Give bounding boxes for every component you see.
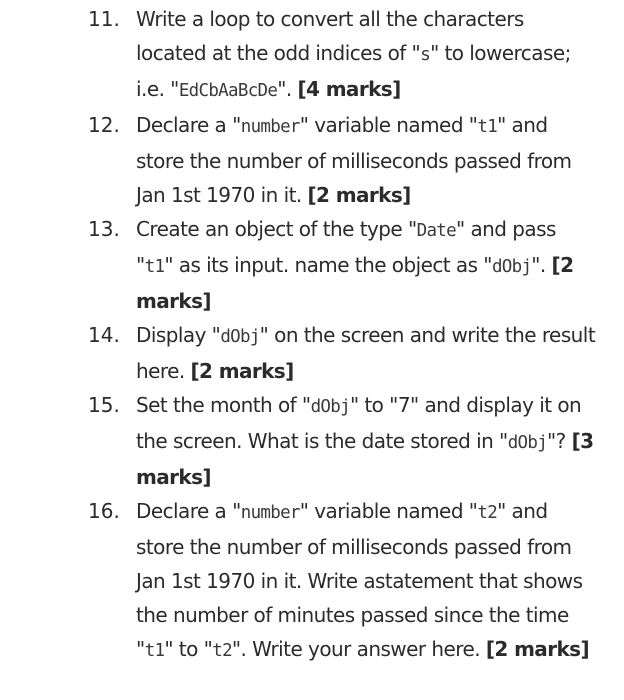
marks-label: [3 marks] bbox=[136, 429, 594, 489]
question-number: 16. bbox=[88, 499, 120, 523]
question-item bbox=[0, 108, 624, 212]
code-literal: t1 bbox=[477, 117, 498, 137]
question-text bbox=[136, 212, 598, 318]
code-literal: s bbox=[420, 45, 431, 65]
code-literal: dObj bbox=[491, 257, 532, 277]
question-number: 13. bbox=[88, 217, 120, 241]
question-text-run: " to " bbox=[164, 637, 213, 661]
question-text-run: " as its input. name the object as " bbox=[164, 253, 492, 277]
code-literal: t1 bbox=[144, 641, 165, 661]
question-number: 15. bbox=[88, 393, 120, 417]
question-text-run: " and store the number of milliseconds passed from Jan 1st 1970 in it. Write astatement that shows the number of minutes passed since the time " bbox=[136, 499, 583, 661]
question-item bbox=[0, 212, 624, 318]
question-text-run: " and store the number of milliseconds passed from Jan 1st 1970 in it. bbox=[136, 113, 572, 207]
question-text-run: " variable named " bbox=[299, 113, 478, 137]
question-text bbox=[136, 2, 598, 108]
marks-label: [4 marks] bbox=[297, 77, 401, 101]
question-text bbox=[136, 494, 598, 668]
question-text-run: " and pass " bbox=[136, 217, 556, 277]
question-text-run: "? bbox=[547, 429, 572, 453]
code-literal: dObj bbox=[310, 397, 350, 417]
question-text-run: " on the screen and write the result here. bbox=[136, 323, 596, 383]
marks-label: [2 marks] bbox=[190, 359, 294, 383]
question-number: 11. bbox=[88, 7, 120, 31]
question-text-run: " to lowercase; i.e. " bbox=[136, 41, 571, 101]
code-literal: dObj bbox=[507, 433, 548, 453]
question-text bbox=[136, 108, 598, 212]
question-item bbox=[0, 494, 624, 668]
question-list bbox=[0, 2, 624, 668]
code-literal: t2 bbox=[212, 641, 232, 661]
question-item bbox=[0, 2, 624, 108]
question-text-run: ". bbox=[531, 253, 552, 277]
code-literal: Date bbox=[416, 221, 456, 241]
question-text-run: ". Write your answer here. bbox=[231, 637, 486, 661]
marks-label: [2 marks] bbox=[485, 637, 590, 661]
code-literal: dObj bbox=[220, 327, 260, 347]
question-number: 12. bbox=[88, 113, 120, 137]
marks-label: [2 marks] bbox=[307, 183, 411, 207]
question-text-run: Display " bbox=[136, 323, 221, 347]
code-literal: EdCbAaBcDe bbox=[178, 81, 278, 101]
question-number: 14. bbox=[88, 323, 120, 347]
code-literal: number bbox=[240, 503, 300, 523]
question-text-run: Set the month of " bbox=[136, 393, 311, 417]
code-literal: t1 bbox=[144, 257, 165, 277]
question-text-run: Write a loop to convert all the characters located at the odd indices of " bbox=[136, 7, 524, 65]
question-text bbox=[136, 318, 598, 388]
question-text-run: " to "7" and display it on the screen. What is the date stored in " bbox=[136, 393, 582, 453]
code-literal: t2 bbox=[477, 503, 498, 523]
question-item bbox=[0, 318, 624, 388]
question-text-run: ". bbox=[277, 77, 298, 101]
question-text-run: Declare a " bbox=[136, 113, 241, 137]
code-literal: number bbox=[240, 117, 300, 137]
question-text-run: Declare a " bbox=[136, 499, 241, 523]
question-text-run: Create an object of the type " bbox=[136, 217, 417, 241]
question-text bbox=[136, 388, 598, 494]
marks-label: [2 marks] bbox=[136, 253, 574, 313]
question-item bbox=[0, 388, 624, 494]
question-text-run: " variable named " bbox=[299, 499, 478, 523]
